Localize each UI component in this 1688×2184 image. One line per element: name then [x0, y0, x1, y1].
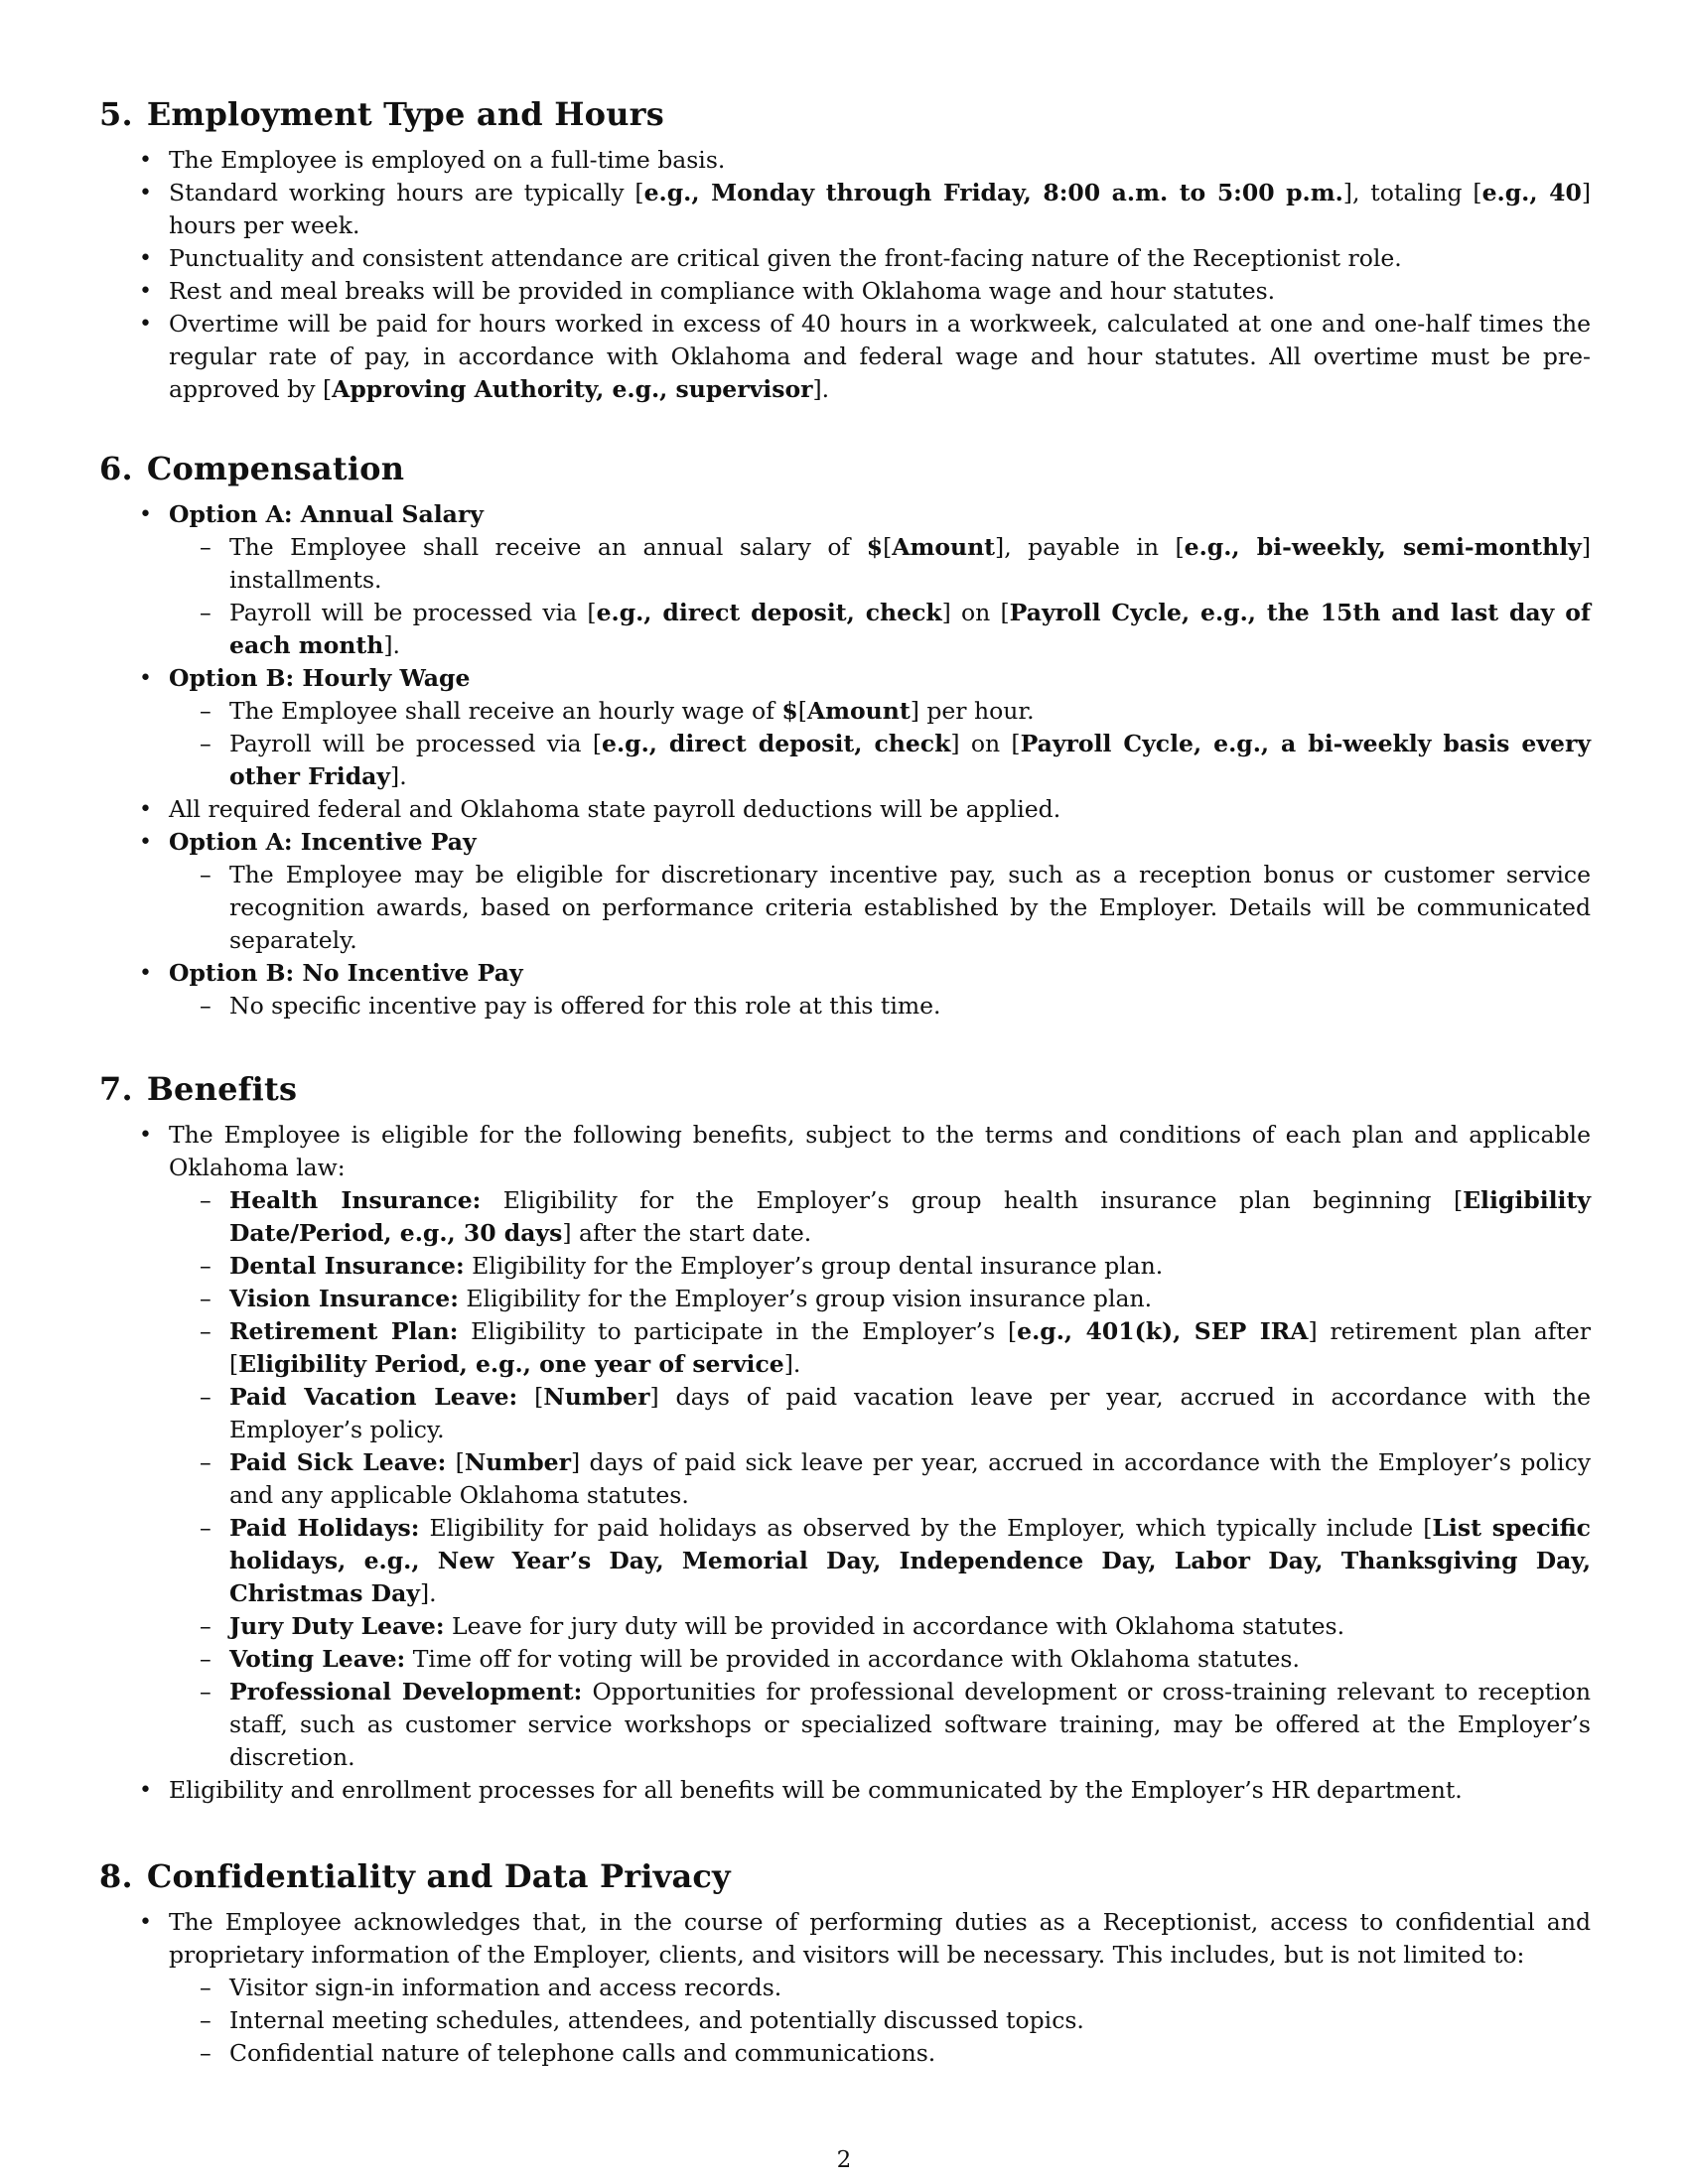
section-title: Employment Type and Hours	[146, 95, 664, 133]
benefit-voting: – Voting Leave: Time off for voting will be provided in accordance with Oklahoma statutes.	[169, 1643, 1591, 1676]
list-item: • All required federal and Oklahoma state payroll deductions will be applied.	[99, 793, 1591, 826]
section-heading	[99, 449, 1591, 488]
sub-item: – No specific incentive pay is offered for this role at this time.	[169, 990, 1591, 1023]
benefit-dental: – Dental Insurance: Eligibility for the Employer’s group dental insurance plan.	[169, 1250, 1591, 1283]
benefit-health: – Health Insurance: Eligibility for the Employer’s group health insurance plan beginning [Eligibility Date/Period, e.g., 30 days] after the start date.	[169, 1184, 1591, 1250]
benefit-retirement: – Retirement Plan: Eligibility to participate in the Employer’s [e.g., 401(k), SEP IRA] retirement plan after [Eligibility Period, e.g., one year of service].	[169, 1315, 1591, 1381]
sub-list	[169, 1184, 1591, 1774]
sub-list	[169, 990, 1591, 1023]
sub-item: – Payroll will be processed via [e.g., direct deposit, check] on [Payroll Cycle, e.g., a bi-weekly basis every other Friday].	[169, 728, 1591, 793]
list-item	[99, 662, 1591, 793]
section-benefits	[99, 1069, 1591, 1807]
list-item: • Rest and meal breaks will be provided in compliance with Oklahoma wage and hour statutes.	[99, 275, 1591, 308]
option-label: Option A: Incentive Pay	[169, 828, 477, 856]
benefit-vision: – Vision Insurance: Eligibility for the Employer’s group vision insurance plan.	[169, 1283, 1591, 1315]
section-compensation	[99, 449, 1591, 1023]
list-item: • The Employee is eligible for the following benefits, subject to the terms and conditions of each plan and applicable Oklahoma law: – Health Insurance: Eligibility for the Employer’s group health insurance plan beginning [Eligibility Date/Period, e.g., 30 days] after the start date. – Dental Insurance: Eligibility for the Employer’s group dental insurance plan. – Vision Insurance: Eligibility for the Employer’s group vision insurance plan. – Retirement Plan: Eligibility to participate in the Employer’s [e.g., 401(k), SEP IRA] retirement plan after [Eligibility Period, e.g., one year of service]. – Paid Vacation Leave: [Number] days of paid vacation leave per year, accrued in accordance with the Employer’s policy. – Paid Sick Leave: [Number] days of paid sick leave per year, accrued in accordance with the Employer’s policy and any applicable Oklahoma statutes. – Paid Holidays: Eligibility for paid holidays as observed by the Employer, which typically include [List specific holidays, e.g., New Year’s Day, Memorial Day, Independence Day, Labor Day, Thanksgiving Day, Christmas Day]. – Jury Duty Leave: Leave for jury duty will be provided in accordance with Oklahoma statutes. – Voting Leave: Time off for voting will be provided in accordance with Oklahoma statutes. – Professional Development: Opportunities for professional development or cross-training relevant to reception staff, such as customer service workshops or specialized software training, may be offered at the Employer’s discretion.	[99, 1119, 1591, 1774]
page-number: 2	[836, 2147, 852, 2173]
section-title: Compensation	[146, 450, 405, 487]
option-label: Option B: Hourly Wage	[169, 664, 471, 692]
section-title: Benefits	[146, 1070, 298, 1108]
list-item: • Punctuality and consistent attendance are critical given the front-facing nature of the Receptionist role.	[99, 242, 1591, 275]
benefit-holidays: – Paid Holidays: Eligibility for paid holidays as observed by the Employer, which typically include [List specific holidays, e.g., New Year’s Day, Memorial Day, Independence Day, Labor Day, Thanksgiving Day, Christmas Day].	[169, 1512, 1591, 1610]
bullet-list	[99, 1119, 1591, 1807]
option-label: Option B: No Incentive Pay	[169, 959, 523, 987]
list-item	[99, 498, 1591, 662]
section-confidentiality	[99, 1856, 1591, 2070]
section-employment-type	[99, 94, 1591, 406]
bullet-list	[99, 1906, 1591, 2070]
section-number: 8.	[99, 1857, 133, 1895]
sub-item: – The Employee may be eligible for discretionary incentive pay, such as a reception bonus or customer service recognition awards, based on performance criteria established by the Employer. Details will be communicated separately.	[169, 859, 1591, 957]
sub-list	[169, 1972, 1591, 2070]
sub-list	[169, 859, 1591, 957]
list-item	[99, 826, 1591, 957]
sub-item: – The Employee shall receive an hourly wage of $[Amount] per hour.	[169, 695, 1591, 728]
list-item: • Eligibility and enrollment processes for all benefits will be communicated by the Employer’s HR department.	[99, 1774, 1591, 1807]
list-item: • The Employee acknowledges that, in the course of performing duties as a Receptionist, access to confidential and proprietary information of the Employer, clients, and visitors will be necessary. This includes, but is not limited to: – Visitor sign-in information and access records. – Internal meeting schedules, attendees, and potentially discussed topics. – Confidential nature of telephone calls and communications.	[99, 1906, 1591, 2070]
option-label: Option A: Annual Salary	[169, 500, 484, 528]
list-item	[99, 957, 1591, 1023]
bullet-list	[99, 498, 1591, 1023]
benefit-professional-development: – Professional Development: Opportunities for professional development or cross-training relevant to reception staff, such as customer service workshops or specialized software training, may be offered at the Employer’s discretion.	[169, 1676, 1591, 1774]
sub-item: – Confidential nature of telephone calls and communications.	[169, 2037, 1591, 2070]
benefit-sick-leave: – Paid Sick Leave: [Number] days of paid sick leave per year, accrued in accordance with the Employer’s policy and any applicable Oklahoma statutes.	[169, 1446, 1591, 1512]
list-item: • Standard working hours are typically [e.g., Monday through Friday, 8:00 a.m. to 5:00 p.m.], totaling [e.g., 40] hours per week.	[99, 177, 1591, 242]
sub-item: – The Employee shall receive an annual salary of $[Amount], payable in [e.g., bi-weekly, semi-monthly] installments.	[169, 531, 1591, 597]
section-title: Confidentiality and Data Privacy	[146, 1857, 731, 1895]
section-heading	[99, 94, 1591, 134]
section-heading	[99, 1856, 1591, 1896]
sub-list	[169, 695, 1591, 793]
sub-list	[169, 531, 1591, 662]
benefit-vacation: – Paid Vacation Leave: [Number] days of paid vacation leave per year, accrued in accordance with the Employer’s policy.	[169, 1381, 1591, 1446]
section-number: 5.	[99, 95, 133, 133]
bullet-list	[99, 144, 1591, 406]
sub-item: – Internal meeting schedules, attendees, and potentially discussed topics.	[169, 2004, 1591, 2037]
sub-item: – Payroll will be processed via [e.g., direct deposit, check] on [Payroll Cycle, e.g., the 15th and last day of each month].	[169, 597, 1591, 662]
list-item: • The Employee is employed on a full-time basis.	[99, 144, 1591, 177]
benefit-jury-duty: – Jury Duty Leave: Leave for jury duty will be provided in accordance with Oklahoma statutes.	[169, 1610, 1591, 1643]
section-heading	[99, 1069, 1591, 1109]
list-item: • Overtime will be paid for hours worked in excess of 40 hours in a workweek, calculated at one and one-half times the regular rate of pay, in accordance with Oklahoma and federal wage and hour statutes. All overtime must be pre-approved by [Approving Authority, e.g., supervisor].	[99, 308, 1591, 406]
sub-item: – Visitor sign-in information and access records.	[169, 1972, 1591, 2004]
section-number: 6.	[99, 450, 133, 487]
section-number: 7.	[99, 1070, 133, 1108]
